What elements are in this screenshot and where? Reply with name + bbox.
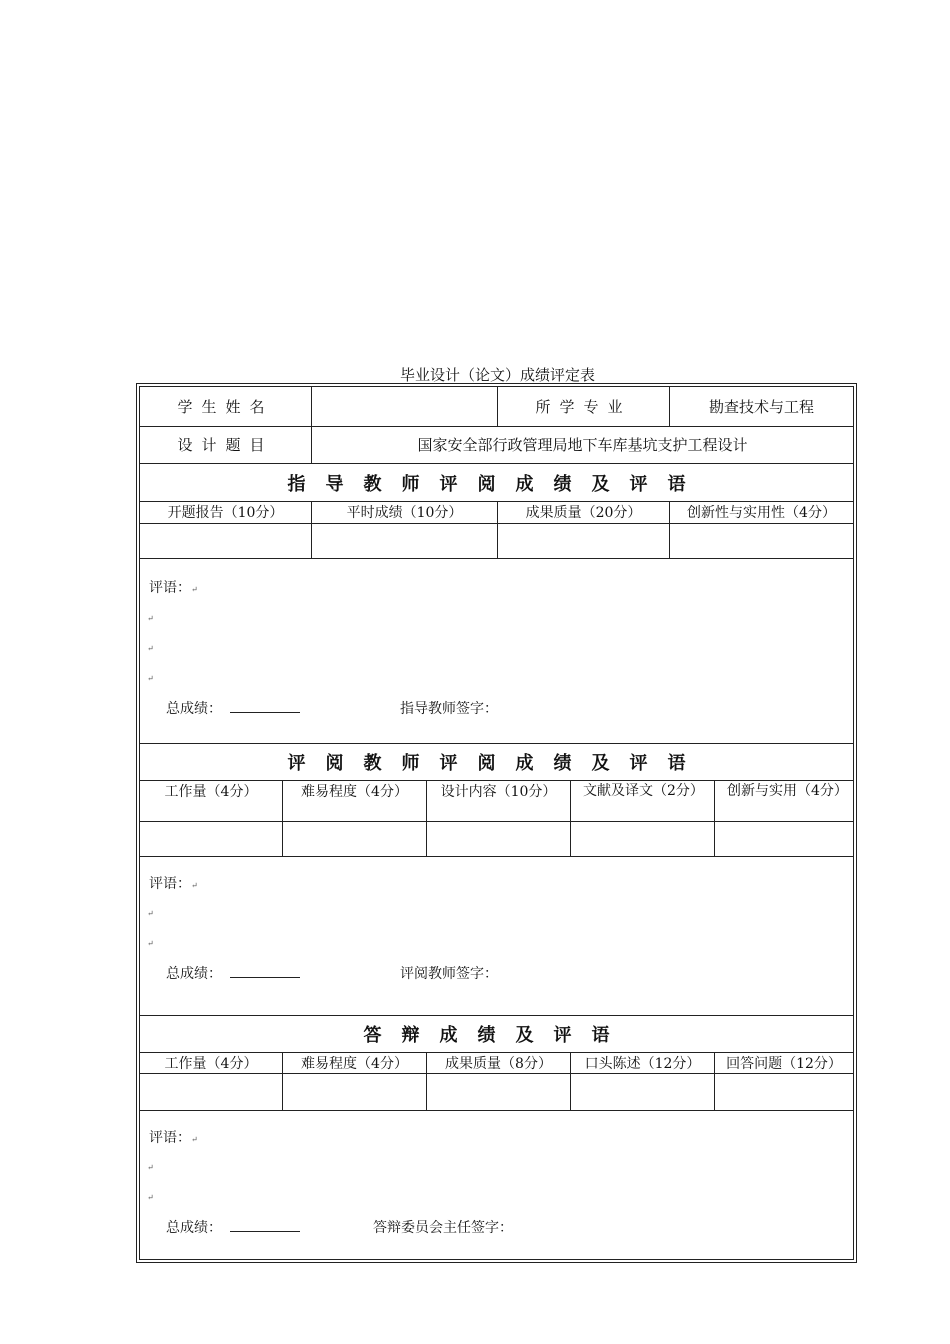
- student-name-label: 学生姓名: [140, 387, 312, 426]
- advisor-total-blank[interactable]: [230, 700, 300, 713]
- info-row-topic: [140, 427, 853, 464]
- reviewer-col-2: 难易程度（4分）: [283, 781, 427, 821]
- defense-comment-label: 评语：↵: [149, 1130, 198, 1146]
- defense-comment-area[interactable]: [140, 1111, 853, 1261]
- reviewer-comment-area[interactable]: [140, 857, 853, 1016]
- reviewer-total-score: 总成绩：: [166, 963, 300, 983]
- page-title: 毕业设计（论文）成绩评定表: [399, 366, 595, 384]
- defense-score-cell[interactable]: [140, 1074, 283, 1110]
- defense-heading-row: [140, 1016, 853, 1053]
- reviewer-score-cell[interactable]: [715, 822, 853, 856]
- advisor-col-2: 平时成绩（10分）: [312, 502, 498, 523]
- advisor-score-cell[interactable]: [140, 524, 312, 558]
- reviewer-signature-label: 评阅教师签字：: [400, 966, 498, 982]
- paragraph-mark: ↵: [147, 614, 154, 623]
- topic-label: 设计题目: [140, 427, 312, 463]
- defense-heading: 答辩成绩及评语: [363, 1025, 630, 1046]
- defense-col-5: 回答问题（12分）: [726, 1056, 842, 1072]
- reviewer-heading-row: [140, 744, 853, 781]
- paragraph-mark: ↵: [147, 644, 154, 653]
- evaluation-form: [136, 383, 857, 1263]
- reviewer-columns-row: [140, 781, 853, 822]
- reviewer-col-1: 工作量（4分）: [140, 781, 283, 821]
- reviewer-total-blank[interactable]: [230, 965, 300, 978]
- advisor-score-cell[interactable]: [312, 524, 498, 558]
- paragraph-mark: ↵: [147, 1193, 154, 1202]
- paragraph-mark: ↵: [147, 939, 154, 948]
- info-row-student: [140, 387, 853, 427]
- reviewer-col-3: 设计内容（10分）: [427, 781, 571, 821]
- advisor-score-cell[interactable]: [498, 524, 670, 558]
- advisor-score-cell[interactable]: [670, 524, 853, 558]
- paragraph-mark: ↵: [147, 674, 154, 683]
- defense-total-score: 总成绩：: [166, 1217, 300, 1237]
- advisor-col-1: 开题报告（10分）: [140, 502, 312, 523]
- reviewer-score-cell[interactable]: [571, 822, 715, 856]
- advisor-scores-row: [140, 524, 853, 559]
- paragraph-mark: ↵: [147, 1163, 154, 1172]
- student-name-field[interactable]: [312, 387, 498, 426]
- defense-scores-row: [140, 1074, 853, 1111]
- defense-score-cell[interactable]: [283, 1074, 427, 1110]
- reviewer-col-4: 文献及译文（2分）: [571, 781, 715, 821]
- advisor-heading: 指导教师评阅成绩及评语: [287, 473, 706, 495]
- reviewer-score-cell[interactable]: [283, 822, 427, 856]
- reviewer-comment-label: 评语：↵: [149, 876, 198, 892]
- major-label: 所学专业: [498, 387, 670, 426]
- reviewer-col-5: 创新与实用（4分）: [727, 783, 848, 799]
- reviewer-score-cell[interactable]: [427, 822, 571, 856]
- reviewer-heading: 评阅教师评阅成绩及评语: [287, 753, 706, 774]
- advisor-signature-label: 指导教师签字：: [400, 701, 498, 717]
- advisor-col-4: 创新性与实用性（4分）: [687, 505, 836, 521]
- advisor-total-score: 总成绩：: [166, 698, 300, 718]
- advisor-comment-area[interactable]: [140, 559, 853, 744]
- topic-value: 国家安全部行政管理局地下车库基坑支护工程设计: [417, 436, 748, 454]
- reviewer-score-cell[interactable]: [140, 822, 283, 856]
- defense-columns-row: [140, 1053, 853, 1074]
- advisor-comment-label: 评语：↵: [149, 580, 198, 596]
- defense-score-cell[interactable]: [427, 1074, 571, 1110]
- defense-total-blank[interactable]: [230, 1219, 300, 1232]
- defense-score-cell[interactable]: [571, 1074, 715, 1110]
- advisor-col-3: 成果质量（20分）: [498, 502, 670, 523]
- defense-signature-label: 答辩委员会主任签字：: [373, 1220, 513, 1236]
- major-value: 勘查技术与工程: [708, 397, 814, 416]
- defense-score-cell[interactable]: [715, 1074, 853, 1110]
- reviewer-scores-row: [140, 822, 853, 857]
- defense-col-4: 口头陈述（12分）: [571, 1053, 715, 1073]
- paragraph-mark: ↵: [147, 909, 154, 918]
- advisor-heading-row: [140, 464, 853, 502]
- advisor-columns-row: [140, 502, 853, 524]
- defense-col-2: 难易程度（4分）: [283, 1053, 427, 1073]
- defense-col-3: 成果质量（8分）: [427, 1053, 571, 1073]
- defense-col-1: 工作量（4分）: [140, 1053, 283, 1073]
